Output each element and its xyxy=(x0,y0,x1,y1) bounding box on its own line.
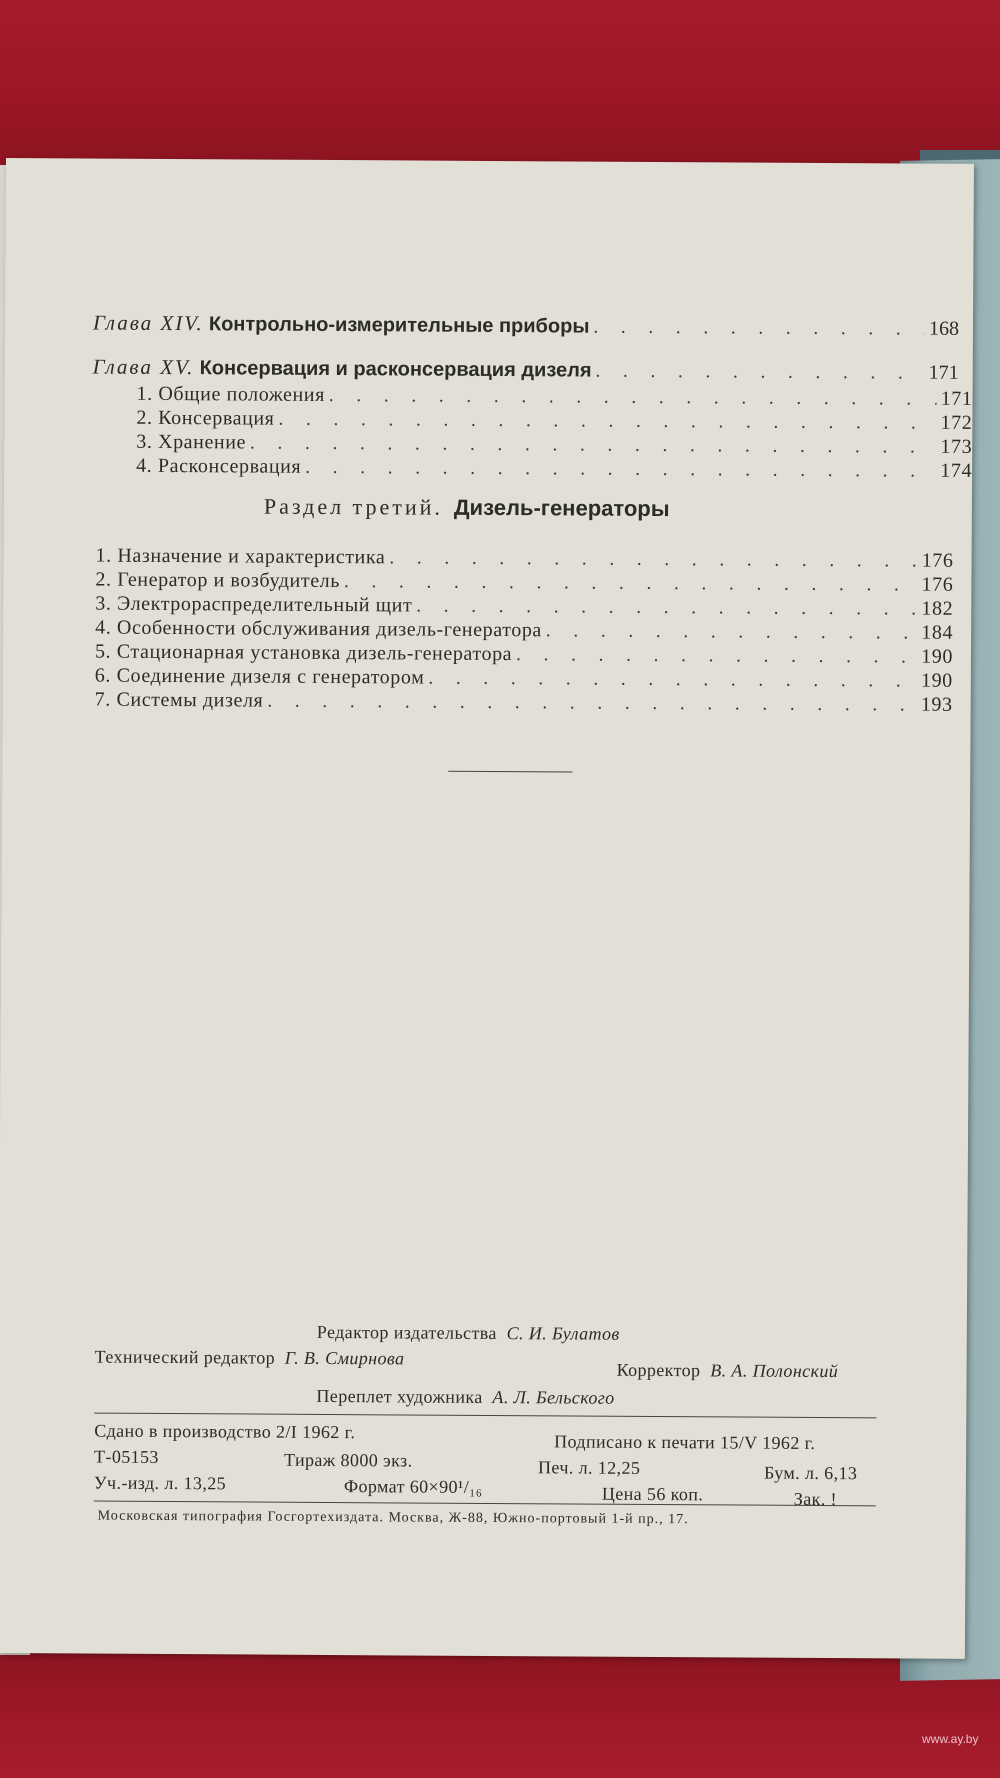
item-label: 4. Особенности обслуживания дизель-генератора xyxy=(95,616,543,642)
imprint-sent: Сдано в производство 2/I 1962 г. xyxy=(94,1420,356,1443)
item-label: 2. Консервация xyxy=(136,406,275,430)
imprint-pub-sheets: Уч.-изд. л. 13,25 xyxy=(93,1472,227,1494)
page-number: 172 xyxy=(940,411,973,434)
dot-leader xyxy=(278,409,936,435)
imprint-print-run: Тираж 8000 экз. xyxy=(283,1449,413,1471)
dot-leader xyxy=(595,361,924,385)
dot-leader xyxy=(593,317,925,341)
imprint-bottom-rule xyxy=(94,1501,876,1507)
dot-leader xyxy=(250,432,937,458)
toc-chapter-15 xyxy=(93,355,959,385)
section-label: Раздел третий. xyxy=(263,493,443,520)
page-number: 171 xyxy=(928,361,959,384)
imprint-printer: Московская типография Госгортехиздата. Москва, Ж-88, Южно-портовый 1-й пр., 17. xyxy=(97,1508,689,1528)
imprint-binding xyxy=(316,1386,614,1409)
corrector-label: Корректор xyxy=(616,1359,701,1381)
toc-section-item xyxy=(95,689,953,717)
binding-label: Переплет художника xyxy=(316,1385,483,1407)
imprint-top-rule xyxy=(94,1413,876,1419)
tech-editor-label: Технический редактор xyxy=(94,1346,276,1368)
fabric-background-bottom xyxy=(0,1640,1000,1778)
imprint-corrector xyxy=(617,1360,839,1382)
dot-leader xyxy=(344,571,918,597)
imprint-code: Т-05153 xyxy=(94,1446,159,1467)
dot-leader xyxy=(267,691,917,717)
item-label: 6. Соединение дизеля с генератором xyxy=(94,664,425,689)
item-label: 2. Генератор и возбудитель xyxy=(95,568,341,593)
imprint-print-sheets: Печ. л. 12,25 xyxy=(537,1457,641,1478)
item-label: 1. Общие положения xyxy=(136,382,325,406)
editor-label: Редактор издательства xyxy=(316,1321,497,1344)
page-number: 168 xyxy=(928,317,960,340)
page-number: 173 xyxy=(940,435,973,458)
binding-name: А. Л. Бельского xyxy=(492,1386,615,1408)
page-number: 190 xyxy=(921,645,954,668)
corrector-name: В. А. Полонский xyxy=(710,1360,839,1382)
page-number: 184 xyxy=(921,621,954,644)
watermark: www.ay.by xyxy=(922,1732,979,1746)
imprint-order: Зак. ! xyxy=(793,1488,838,1510)
section-title: Дизель-генераторы xyxy=(453,494,670,522)
page-number: 190 xyxy=(920,669,953,692)
tech-editor-name: Г. В. Смирнова xyxy=(284,1347,405,1369)
page-number: 193 xyxy=(920,693,953,716)
chapter-number: Глава XV. xyxy=(92,354,195,380)
page-number: 176 xyxy=(921,549,954,572)
imprint-price: Цена 56 коп. xyxy=(601,1483,704,1505)
imprint-tech-editor xyxy=(95,1347,405,1370)
imprint-paper-sheets: Бум. л. 6,13 xyxy=(763,1462,858,1484)
imprint-editor xyxy=(317,1322,620,1345)
fabric-background-top xyxy=(0,0,1000,175)
dot-leader xyxy=(416,596,917,621)
item-label: 3. Хранение xyxy=(136,430,247,454)
item-label: 1. Назначение и характеристика xyxy=(95,544,386,569)
chapter-title: Консервация и расконсервация дизеля xyxy=(199,357,592,382)
item-label: 5. Стационарная установка дизель-генератора xyxy=(94,640,513,666)
separator-rule xyxy=(448,771,572,773)
dot-leader xyxy=(546,620,917,644)
dot-leader xyxy=(389,547,918,572)
page-number: 171 xyxy=(940,387,973,410)
item-label: 7. Системы дизеля xyxy=(94,688,264,712)
book-page xyxy=(0,158,974,1659)
chapter-title: Контрольно-измерительные приборы xyxy=(208,313,590,338)
dot-leader xyxy=(305,457,936,483)
dot-leader xyxy=(329,385,937,411)
item-label: 4. Расконсервация xyxy=(136,454,302,478)
toc-sub-item xyxy=(136,455,972,483)
page-number: 174 xyxy=(940,459,973,482)
page-number: 176 xyxy=(921,573,954,596)
imprint-format: Формат 60×90¹/₁₆ xyxy=(343,1476,483,1497)
editor-name: С. И. Булатов xyxy=(506,1323,620,1344)
section-heading xyxy=(264,494,670,522)
item-label: 3. Электрораспределительный щит xyxy=(95,592,413,617)
imprint-signed: Подписано к печати 15/V 1962 г. xyxy=(554,1431,816,1453)
dot-leader xyxy=(516,644,917,668)
page-number: 182 xyxy=(921,597,954,620)
toc-chapter-14 xyxy=(93,311,959,341)
dot-leader xyxy=(428,668,917,693)
chapter-number: Глава XIV. xyxy=(92,310,204,336)
